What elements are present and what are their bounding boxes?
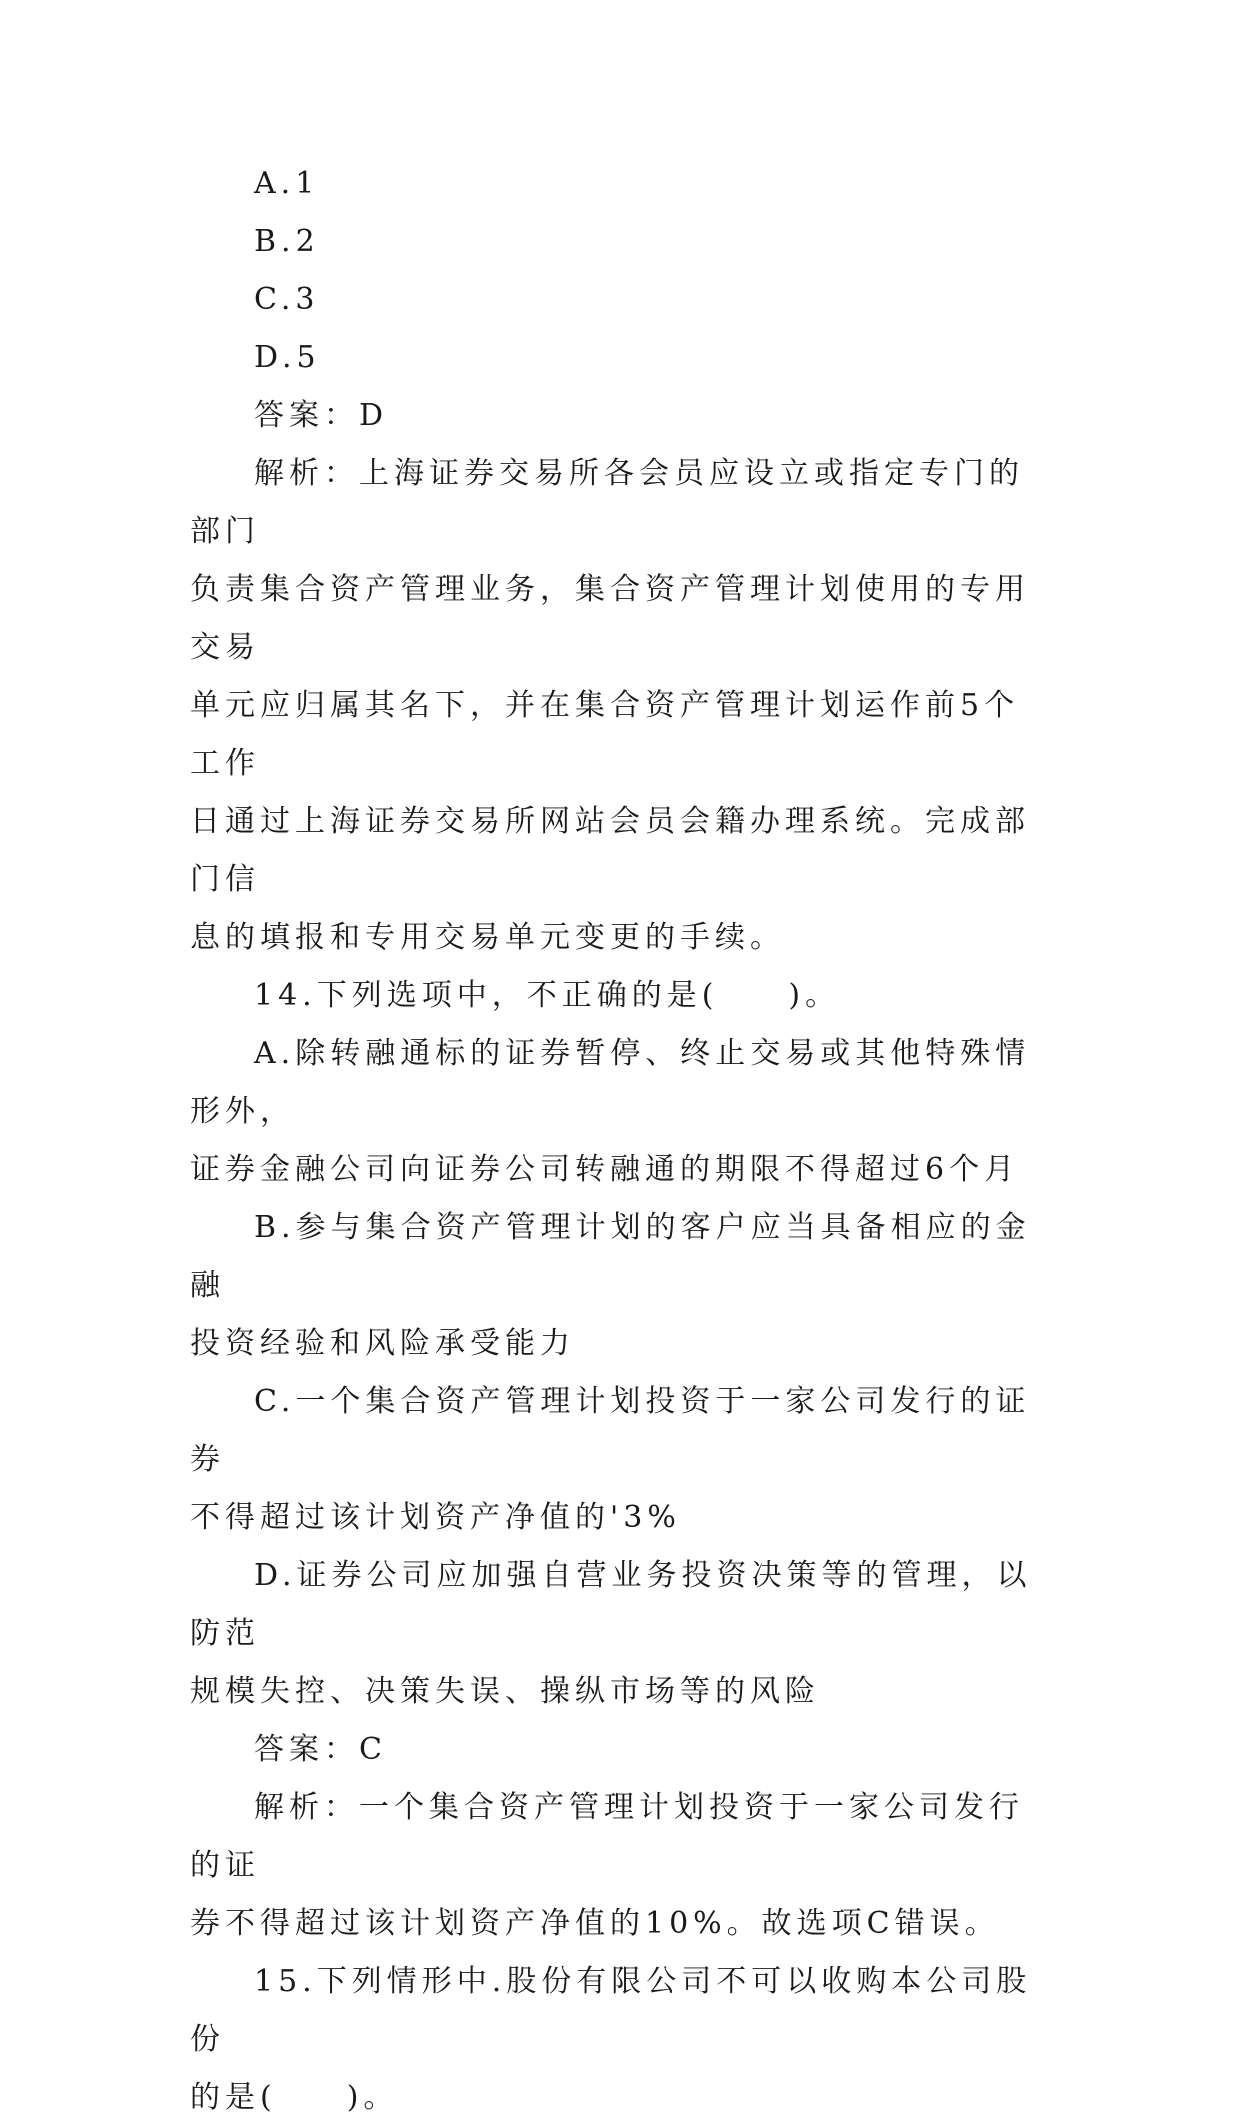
option-b-q14: B.参与集合资产管理计划的客户应当具备相应的金融 投资经验和风险承受能力: [190, 1210, 1031, 1361]
option-b-q13: B.2: [254, 224, 320, 259]
option-a-q14: A.除转融通标的证券暂停、终止交易或其他特殊情形外， 证券金融公司向证券公司转融通的期限不得超过6个月: [190, 1036, 1031, 1187]
option-d-q14: D.证券公司应加强自营业务投资决策等的管理，以防范 规模失控、决策失误、操纵市场等的风险: [190, 1558, 1032, 1709]
answer-q14: 答案：C: [254, 1732, 387, 1767]
analysis-q13: 解析：上海证券交易所各会员应设立或指定专门的部门 负责集合资产管理业务，集合资产管理计划使用的专用交易 单元应归属其名下，并在集合资产管理计划运作前5个工作 日通过上海证券交易所网站会员会籍办理系统。完成部门信 息的填报和专用交易单元变更的手续。: [190, 456, 1030, 955]
answer-q13: 答案：D: [254, 398, 389, 433]
analysis-q14: 解析：一个集合资产管理计划投资于一家公司发行的证 券不得超过该计划资产净值的10%。故选项C错误。: [190, 1790, 1024, 1941]
document-page: [190, 155, 1052, 2127]
option-c-q13: C.3: [254, 282, 320, 317]
question-14: 14.下列选项中，不正确的是( )。: [254, 978, 841, 1013]
option-d-q13: D.5: [254, 340, 321, 375]
option-c-q14: C.一个集合资产管理计划投资于一家公司发行的证券 不得超过该计划资产净值的'3%: [190, 1384, 1031, 1535]
question-15: 15.下列情形中.股份有限公司不可以收购本公司股份 的是( )。: [190, 1964, 1032, 2115]
option-a-q13: A.1: [254, 166, 320, 201]
